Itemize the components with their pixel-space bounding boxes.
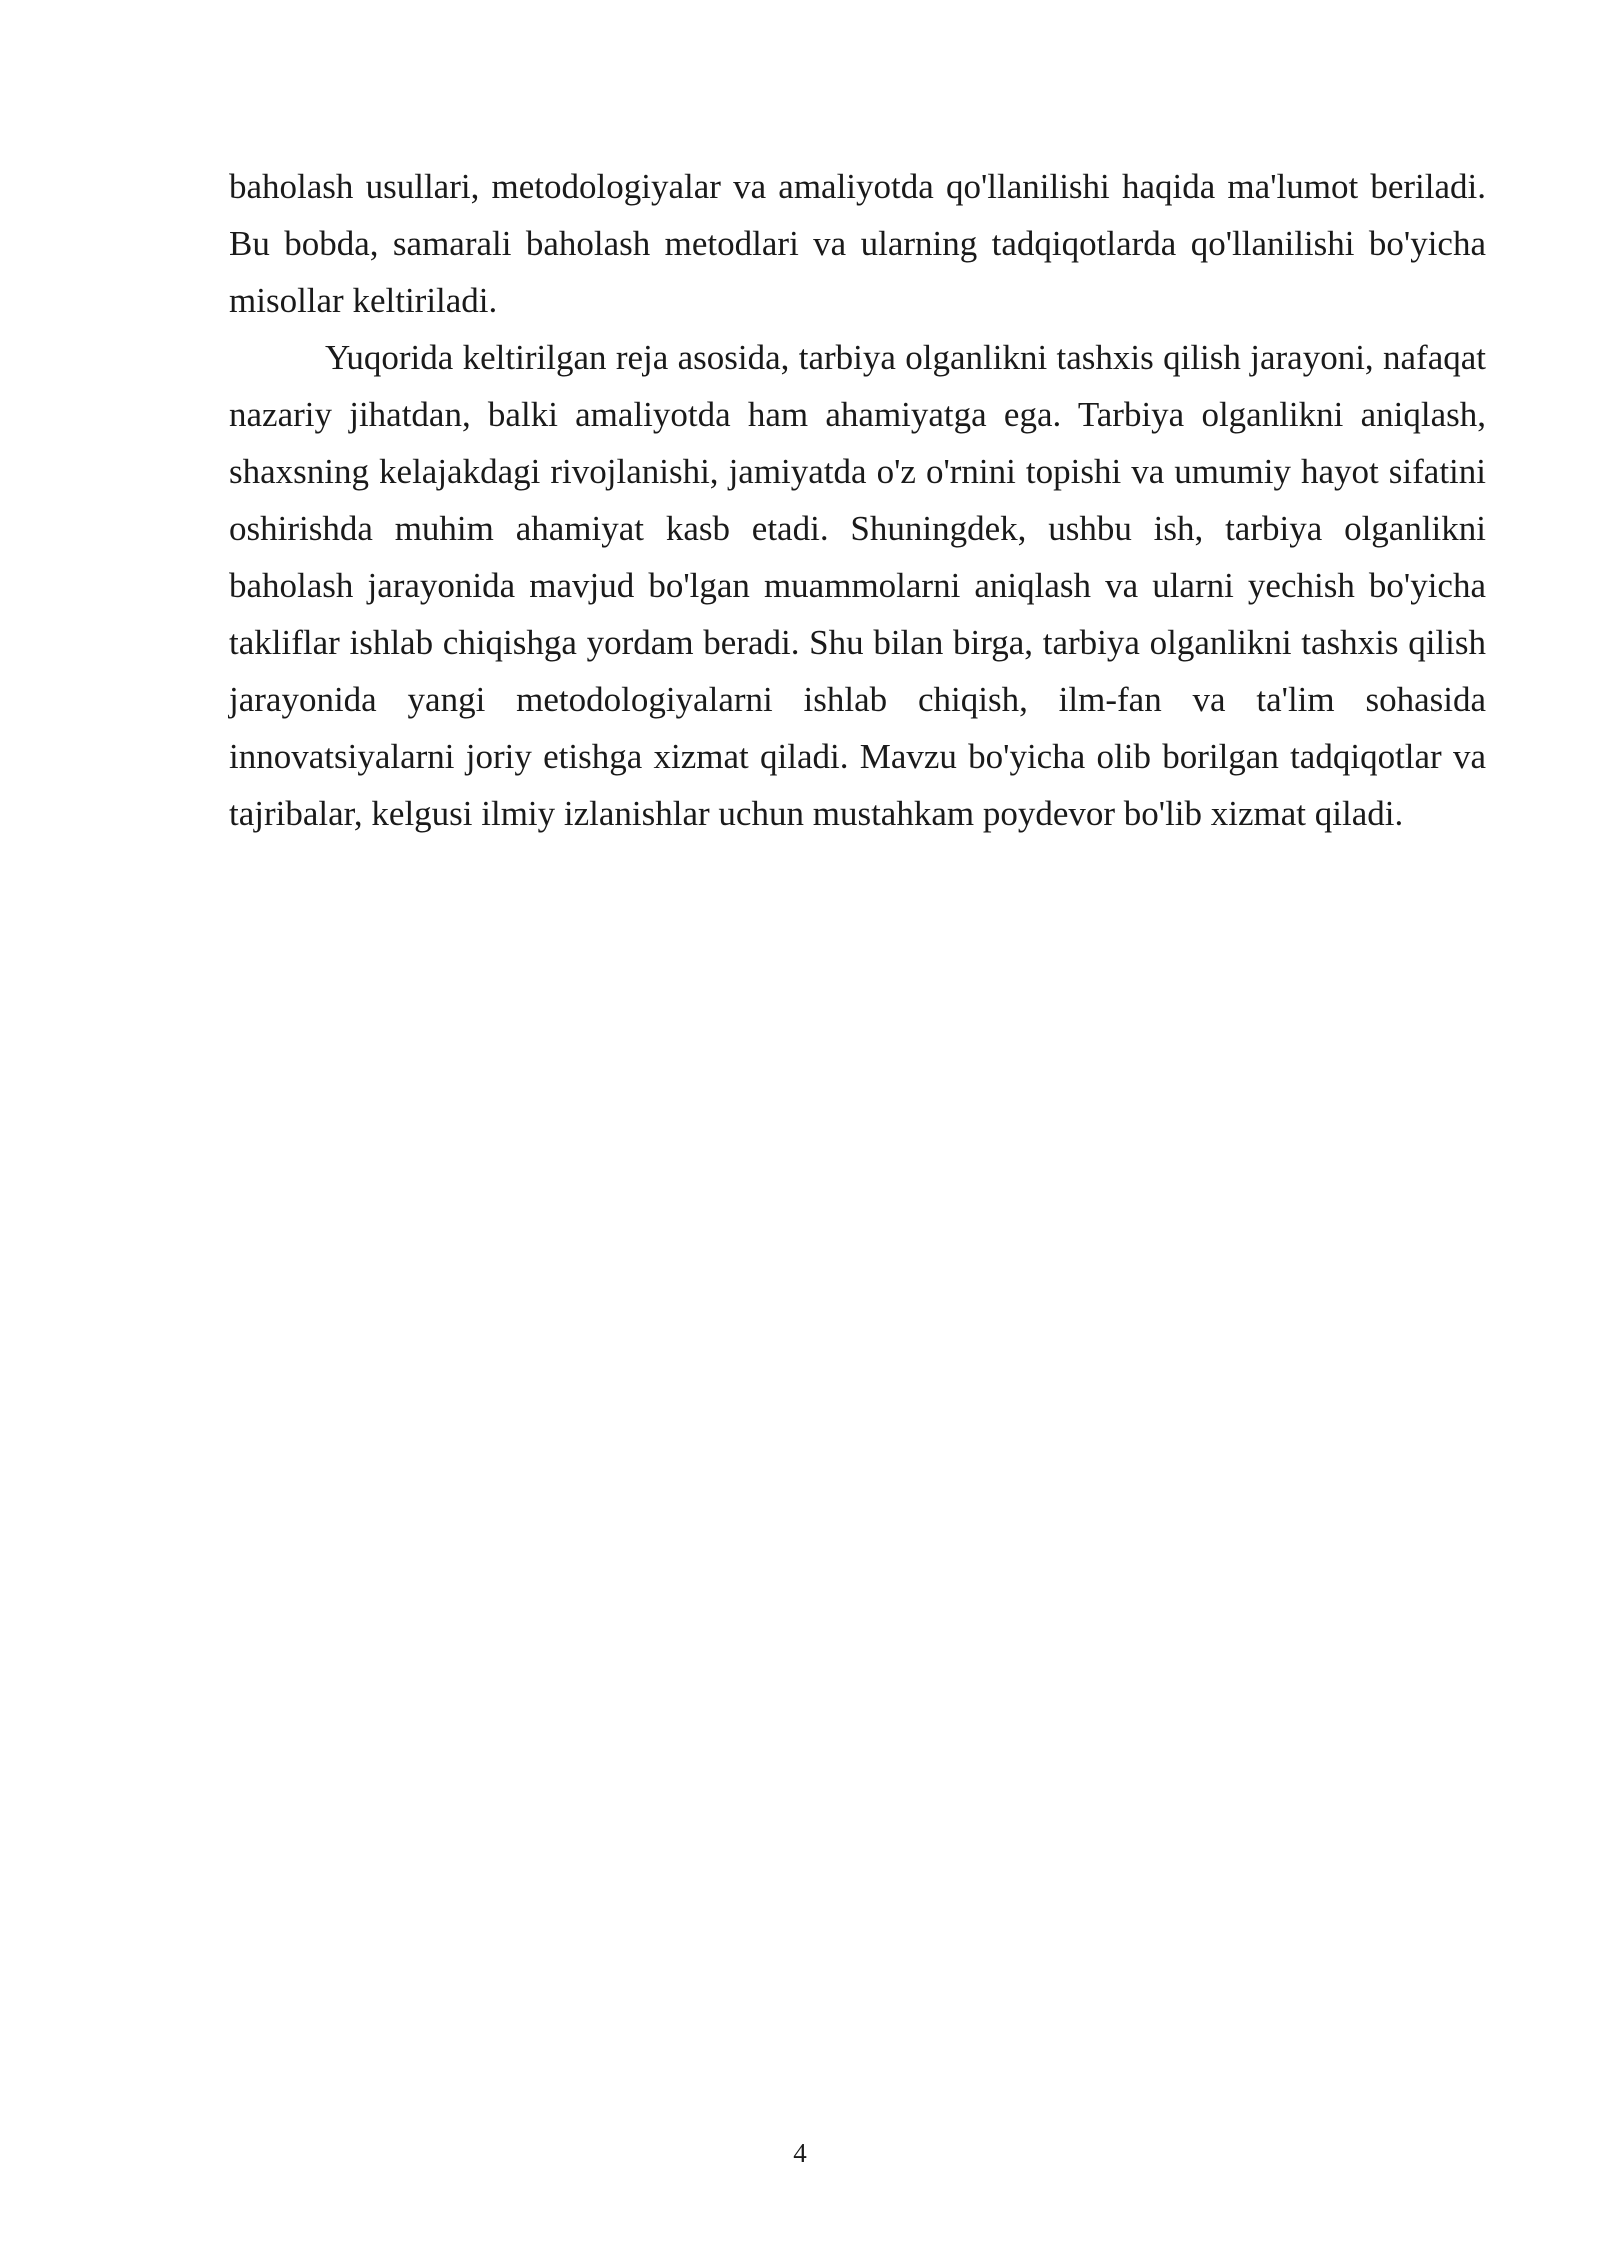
body-text <box>229 158 1486 842</box>
page-number: 4 <box>793 2138 807 2168</box>
paragraph-conclusion: Yuqorida keltirilgan reja asosida, tarbiya olganlikni tashxis qilish jarayoni, nafaqat nazariy jihatdan, balki amaliyotda ham ahamiyatga ega. Tarbiya olganlikni aniqlash, shaxsning kelajakdagi rivojlanishi, jamiyatda o'z o'rnini topishi va umumiy hayot sifatini oshirishda muhim ahamiyat kasb etadi. Shuningdek, ushbu ish, tarbiya olganlikni baholash jarayonida mavjud bo'lgan muammolarni aniqlash va ularni yechish bo'yicha takliflar ishlab chiqishga yordam beradi. Shu bilan birga, tarbiya olganlikni tashxis qilish jarayonida yangi metodologiyalarni ishlab chiqish, ilm-fan va ta'lim sohasida innovatsiyalarni joriy etishga xizmat qiladi. Mavzu bo'yicha olib borilgan tadqiqotlar va tajribalar, kelgusi ilmiy izlanishlar uchun mustahkam poydevor bo'lib xizmat qiladi. <box>229 338 1486 833</box>
paragraph-continuation: baholash usullari, metodologiyalar va amaliyotda qo'llanilishi haqida ma'lumot beriladi. Bu bobda, samarali baholash metodlari va ularning tadqiqotlarda qo'llanilishi bo'yicha misollar keltiriladi. <box>229 167 1486 320</box>
